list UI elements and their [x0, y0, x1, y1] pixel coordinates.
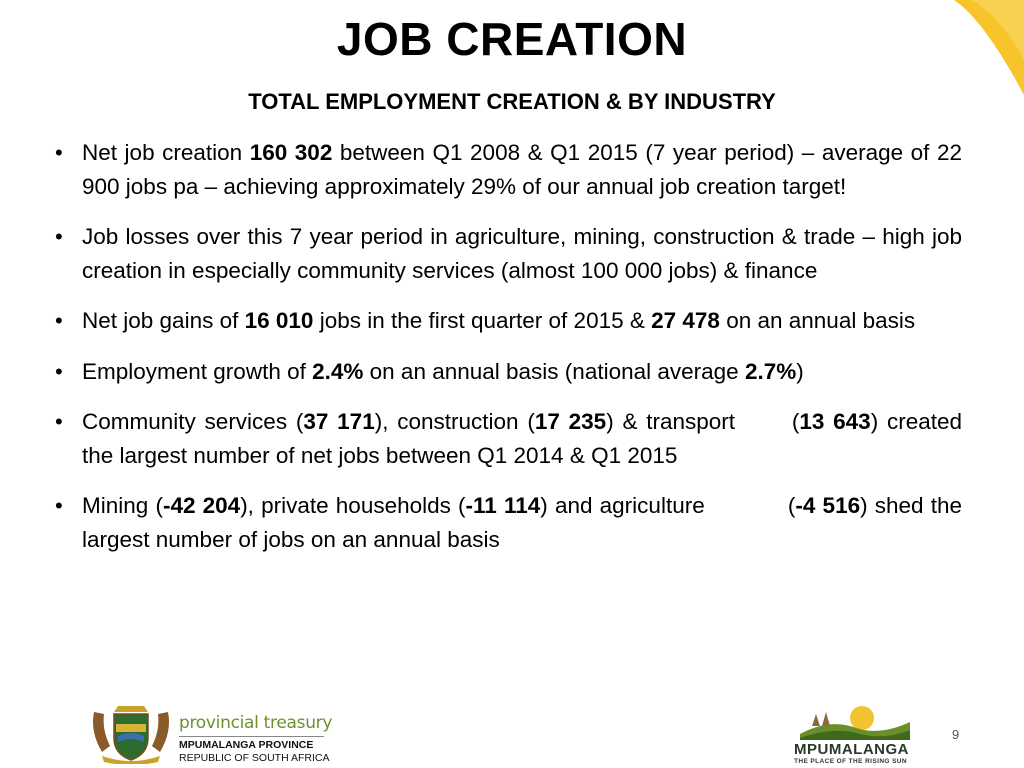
bullet-sector-job-losses: • Mining (-42 204), private households (-11 114) and agriculture (-4 516) shed the largest number of jobs on an annual basis: [55, 489, 962, 556]
rising-sun-icon: [800, 704, 910, 740]
bullet-sector-job-creation: • Community services (37 171), construction (17 235) & transport (13 643) created the largest number of net jobs between Q1 2014 & Q1 2015: [55, 405, 962, 472]
page-subtitle: TOTAL EMPLOYMENT CREATION & BY INDUSTRY: [248, 89, 776, 114]
mpumalanga-name: MPUMALANGA: [794, 741, 909, 758]
treasury-divider: [179, 736, 324, 737]
page-title: JOB CREATION: [336, 13, 688, 65]
province-name: MPUMALANGA PROVINCE: [179, 739, 314, 751]
treasury-name: provincial treasury: [179, 713, 333, 733]
mpumalanga-logo: [790, 704, 920, 768]
republic-name: REPUBLIC OF SOUTH AFRICA: [179, 752, 330, 764]
bullet-employment-growth: • Employment growth of 2.4% on an annual basis (national average 2.7%): [55, 355, 962, 389]
bullet-net-job-gains: • Net job gains of 16 010 jobs in the first quarter of 2015 & 27 478 on an annual basis: [55, 304, 962, 338]
bullet-job-losses: • Job losses over this 7 year period in agriculture, mining, construction & trade – high job creation in especially community services (almost 100 000 jobs) & finance: [55, 220, 962, 287]
mpumalanga-tagline: THE PLACE OF THE RISING SUN: [794, 758, 908, 765]
coat-of-arms-icon: [88, 702, 174, 764]
page-number: 9: [952, 727, 960, 742]
bullet-net-job-creation: • Net job creation 160 302 between Q1 2008 & Q1 2015 (7 year period) – average of 22 900 jobs pa – achieving approximately 29% of our annual job creation target!: [55, 136, 962, 203]
bullet-list: [55, 136, 962, 573]
provincial-treasury-logo: [88, 702, 338, 764]
